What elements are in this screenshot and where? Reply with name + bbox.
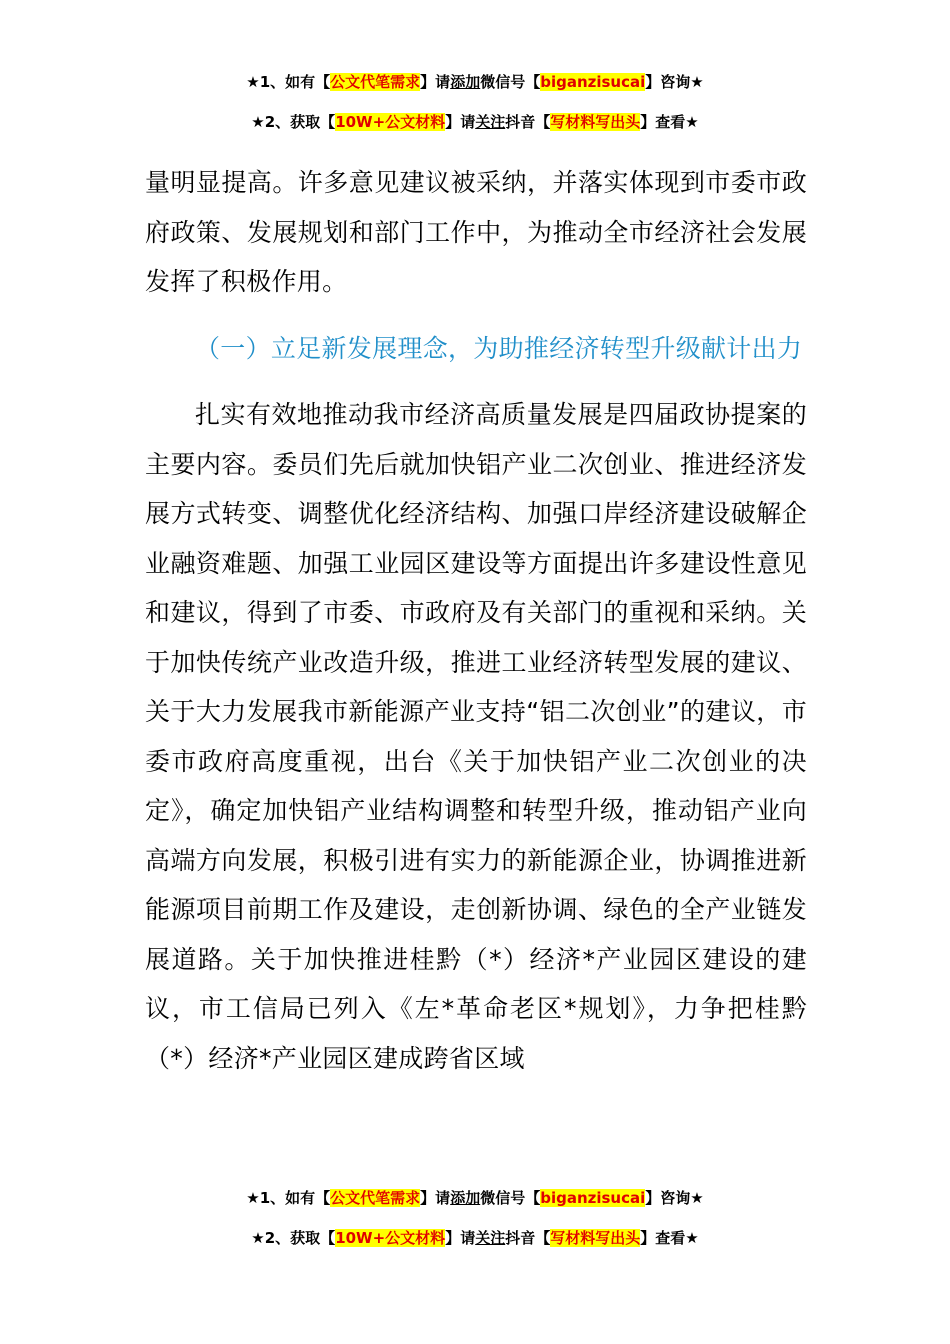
promo-line-1: ★1、如有【公文代笔需求】请添加微信号【biganzisucai】咨询★ [246,73,704,91]
promo-highlight: 公文代笔需求 [330,1189,421,1207]
promo-underlined: 添加 [450,73,481,91]
promo-line-2: ★2、获取【10W+公文材料】请关注抖音【写材料写出头】查看★ [251,1229,699,1247]
promo-line-1: ★1、如有【公文代笔需求】请添加微信号【biganzisucai】咨询★ [246,1189,704,1207]
promo-underlined: 关注 [475,1229,506,1247]
paragraph-main: 扎实有效地推动我市经济高质量发展是四届政协提案的主要内容。委员们先后就加快铝产业二次创业、推进经济发展方式转变、调整优化经济结构、加强口岸经济建设破解企业融资难题、加强工业园区建设等方面提出许多建设性意见和建议，得到了市委、市政府及有关部门的重视和采纳。关于加快传统产业改造升级，推进工业经济转型发展的建议、关于大力发展我市新能源产业支持“铝二次创业”的建议，市委市政府高度重视，出台《关于加快铝产业二次创业的决定》，确定加快铝产业结构调整和转型升级，推动铝产业向高端方向发展，积极引进有实力的新能源企业，协调推进新能源项目前期工作及建设，走创新协调、绿色的全产业链发展道路。关于加快推进桂黔（*）经济*产业园区建设的建议，市工信局已列入《左*革命老区*规划》，力争把桂黔（*）经济*产业园区建成跨省区域 [145,400,807,1073]
document-body [145,158,807,1083]
promo-underlined: 关注 [475,113,506,131]
header-promo-banner [0,62,950,142]
promo-line-2: ★2、获取【10W+公文材料】请关注抖音【写材料写出头】查看★ [251,113,699,131]
section-heading: （一）立足新发展理念，为助推经济转型升级献计出力 [195,333,803,363]
footer-promo-banner [0,1178,950,1258]
promo-douyin-name: 写材料写出头 [550,113,641,131]
promo-underlined: 添加 [450,1189,481,1207]
promo-wechat-id: biganzisucai [540,73,646,91]
promo-highlight: 10W+公文材料 [335,1229,446,1247]
promo-highlight: 公文代笔需求 [330,73,421,91]
promo-highlight: 10W+公文材料 [335,113,446,131]
paragraph-continued: 量明显提高。许多意见建议被采纳，并落实体现到市委市政府政策、发展规划和部门工作中，为推动全市经济社会发展发挥了积极作用。 [145,168,807,296]
promo-douyin-name: 写材料写出头 [550,1229,641,1247]
promo-wechat-id: biganzisucai [540,1189,646,1207]
